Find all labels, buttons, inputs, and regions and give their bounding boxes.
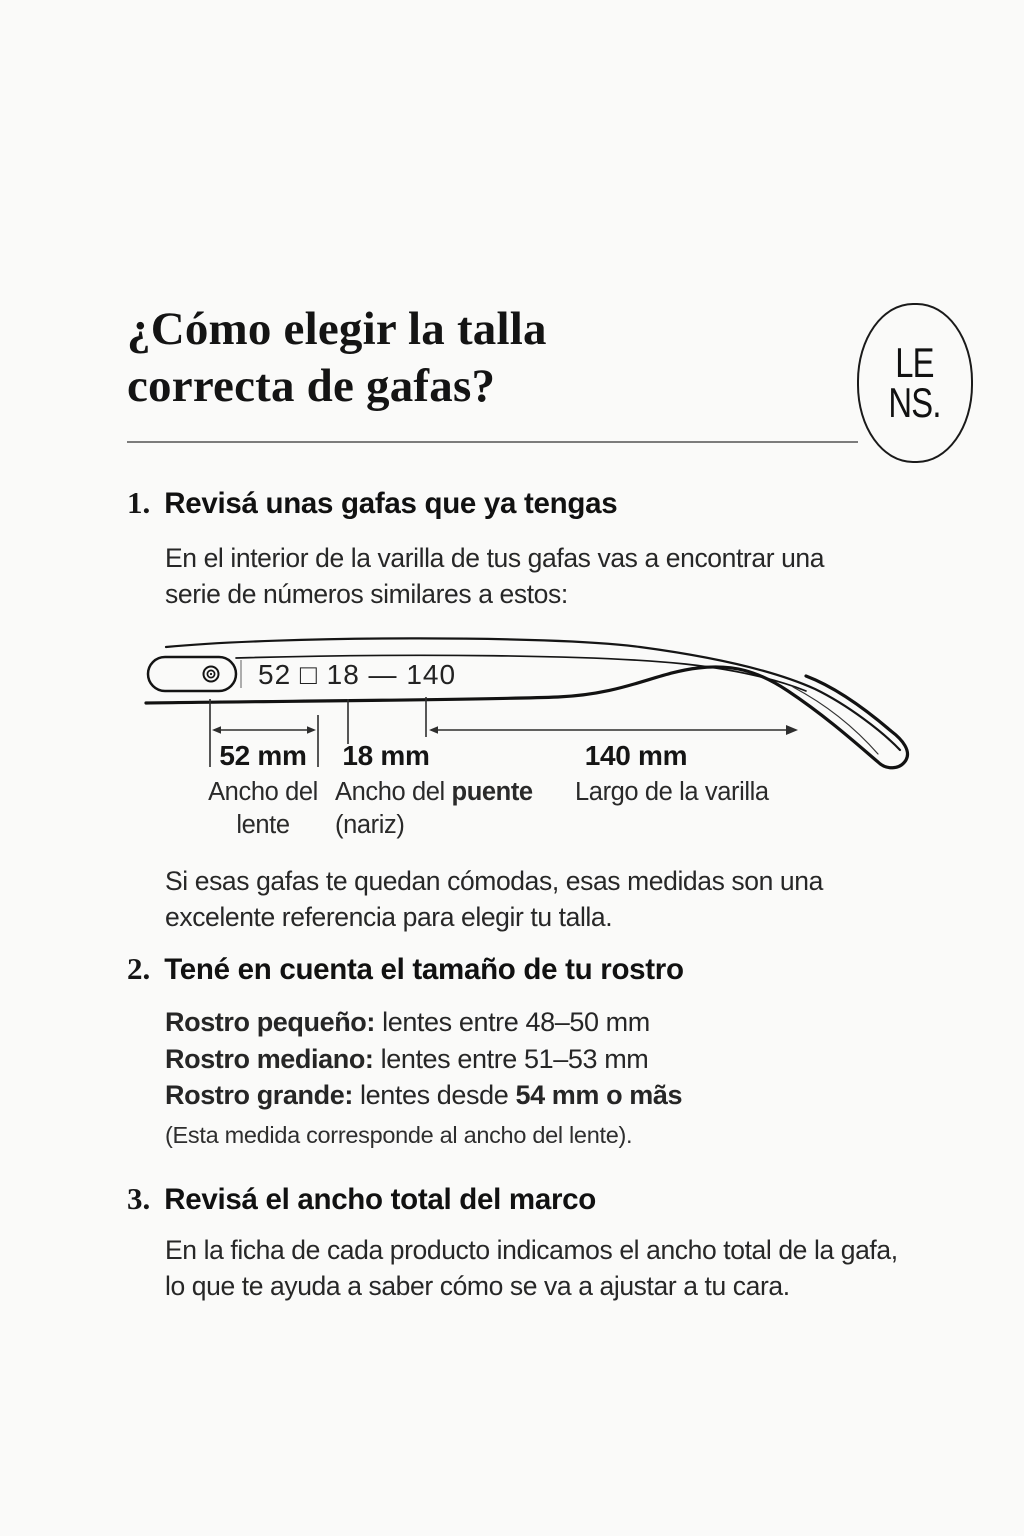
section1-outro [165,863,823,935]
lens-logo [857,303,973,463]
face-size-label: Rostro grande: [165,1080,353,1110]
section2-heading [127,951,684,987]
section1-intro-line1: En el interior de la varilla de tus gafas vas a encontrar una [165,543,825,573]
section3-number: 3. [127,1181,151,1216]
face-size-item-large [165,1077,682,1114]
measure-caption-lens-line1: Ancho del [208,778,318,806]
lens-logo-line2: NS. [888,379,942,426]
face-size-text: lentes entre 51–53 mm [373,1043,649,1074]
measure-caption-bridge [335,776,575,842]
face-size-label: Rostro pequeño: [165,1007,375,1037]
section3-title: Revisá el ancho total del marco [164,1183,596,1216]
glasses-temple-diagram [130,627,920,862]
face-size-item-small [165,1004,682,1041]
measure-value-temple: 140 mm [584,740,688,771]
measure-value-bridge: 18 mm [342,740,430,771]
lens-logo-line1: LE [895,339,935,387]
section1-title: Revisá unas gafas que ya tengas [164,487,618,520]
measure-caption-lens [188,776,338,842]
section1-intro [165,540,824,612]
section1-heading [127,485,617,521]
measure-value-lens: 52 mm [219,740,307,771]
face-size-list [165,1004,682,1114]
dimension-line-52mm [212,726,316,734]
face-size-text: lentes desde [352,1080,516,1110]
section3-body-line1: En la ficha de cada producto indicamos el ancho total de la gafa, [165,1235,898,1265]
page-title [127,301,547,415]
face-size-label: Rostro mediano: [165,1043,374,1074]
header-divider [127,441,858,443]
measure-caption-bridge-line1 [335,776,575,809]
face-size-note: (Esta medida corresponde al ancho del lente). [165,1122,633,1148]
measure-caption-lens-line2: lente [236,811,290,839]
section1-outro-line2: excelente referencia para elegir tu talla. [165,902,613,932]
face-size-text: lentes entre 48–50 mm [375,1007,650,1037]
bridge-caption-bold: puente [451,778,533,806]
measure-caption-temple [575,776,825,809]
face-size-item-medium [165,1041,682,1078]
screw-icon [204,667,219,682]
lens-logo-text [888,339,942,426]
bridge-caption-pre: Ancho del [335,778,452,806]
section3-body-line2: lo que te ayuda a saber cómo se va a ajustar a tu cara. [165,1271,790,1301]
section3-body [165,1232,898,1304]
section2-title: Tené en cuenta el tamaño de tu rostro [164,953,684,986]
size-engraving: 52 □ 18 — 140 [258,659,457,690]
section1-outro-line1: Si esas gafas te quedan cómodas, esas medidas son una [165,866,823,896]
section3-heading [127,1181,596,1217]
page-title-line1: ¿Cómo elegir la talla [127,303,547,355]
page-title-line2: correcta de gafas? [127,360,496,412]
section1-number: 1. [127,485,151,520]
measure-caption-temple-line1: Largo de la varilla [575,778,769,806]
dimension-line-140mm [429,725,798,735]
section1-intro-line2: serie de números similares a estos: [165,579,568,609]
face-size-bold-tail: 54 mm o mãs [515,1080,683,1110]
hinge-plate [148,657,236,691]
section2-number: 2. [127,951,151,986]
measure-caption-bridge-line2: (nariz) [335,811,405,839]
